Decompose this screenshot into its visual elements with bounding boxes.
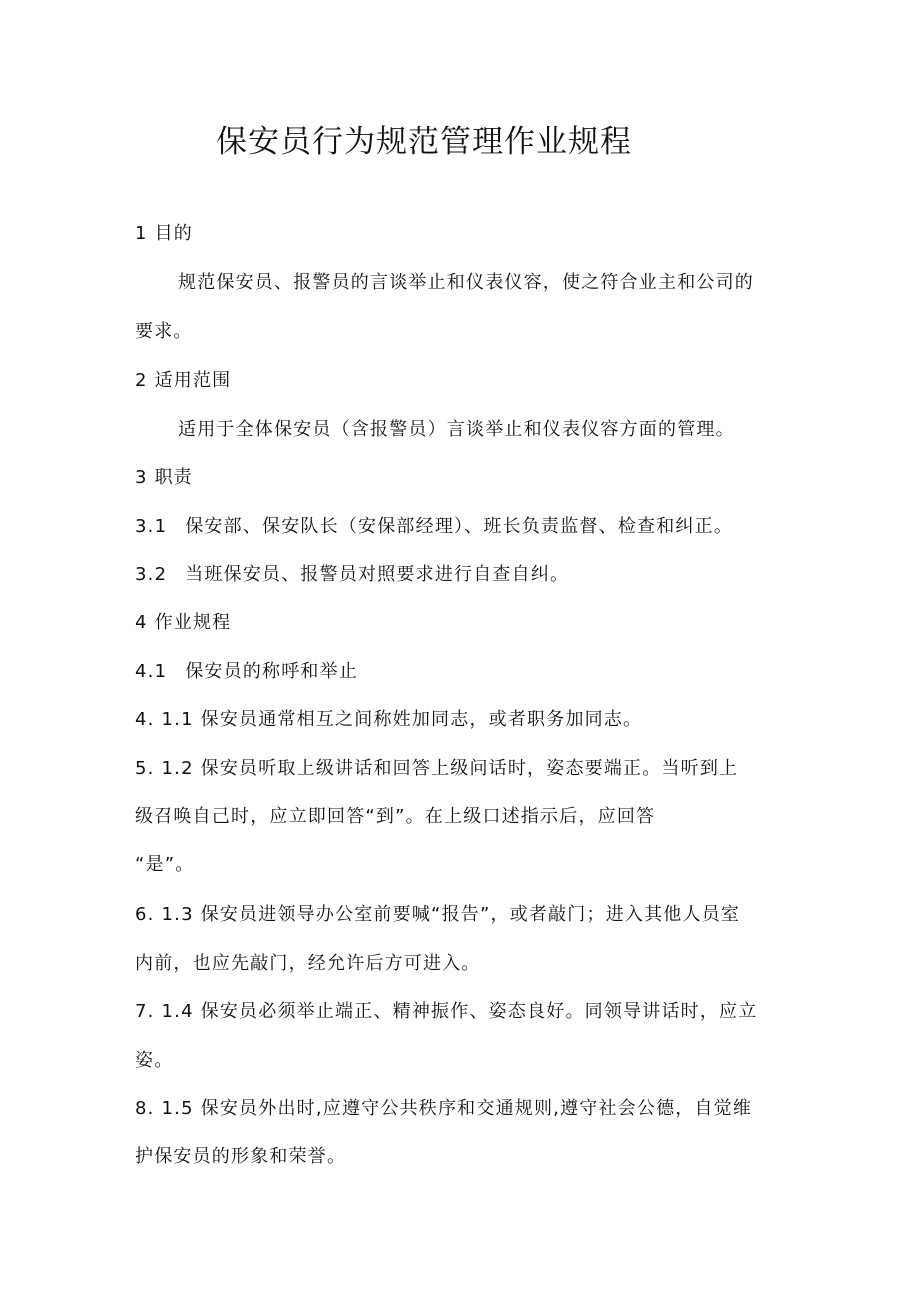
section-1-heading: 1 目的 [135, 223, 193, 244]
section-3-1 [135, 515, 795, 539]
section-1-body-line-2: 要求。 [135, 321, 193, 342]
item-2-line-3: “是”。 [135, 854, 195, 875]
section-3-heading: 3 职责 [135, 467, 193, 488]
section-3-1-number: 3.1 [135, 516, 168, 537]
item-5-line-2: 护保安员的形象和荣誉。 [135, 1146, 347, 1167]
section-3-2-number: 3.2 [135, 564, 168, 585]
section-4-1 [135, 660, 795, 684]
section-2-heading: 2 适用范围 [135, 370, 232, 391]
item-3-line-1: 6. 1.3 保安员进领导办公室前要喊“报告”，或者敲门；进入其他人员室 [135, 904, 741, 925]
section-4-1-text: 保安员的称呼和举止 [185, 661, 359, 682]
section-4-heading: 4 作业规程 [135, 612, 232, 633]
section-3-1-text: 保安部、保安队长（安保部经理）、班长负责监督、检查和纠正。 [185, 516, 734, 537]
item-3-line-2: 内前，也应先敲门，经允许后方可进入。 [135, 953, 481, 974]
document-title: 保安员行为规范管理作业规程 [216, 124, 632, 160]
item-1: 4. 1.1 保安员通常相互之间称姓加同志，或者职务加同志。 [135, 709, 643, 730]
section-1-body-line-1: 规范保安员、报警员的言谈举止和仪表仪容，使之符合业主和公司的 [178, 272, 754, 293]
section-2-body: 适用于全体保安员（含报警员）言谈举止和仪表仪容方面的管理。 [178, 419, 735, 440]
item-5-line-1: 8. 1.5 保安员外出时,应遵守公共秩序和交通规则,遵守社会公德，自觉维 [135, 1098, 753, 1119]
item-4-line-1: 7. 1.4 保安员必须举止端正、精神振作、姿态良好。同领导讲话时，应立 [135, 1001, 758, 1022]
item-2-line-1: 5. 1.2 保安员听取上级讲话和回答上级问话时，姿态要端正。当听到上 [135, 758, 739, 779]
section-4-1-number: 4.1 [135, 661, 168, 682]
item-2-line-2: 级召唤自己时，应立即回答“到”。在上级口述指示后，应回答 [135, 806, 656, 827]
item-4-line-2: 姿。 [135, 1050, 174, 1071]
section-3-2-text: 当班保安员、报警员对照要求进行自查自纠。 [185, 564, 570, 585]
section-3-2 [135, 563, 795, 587]
